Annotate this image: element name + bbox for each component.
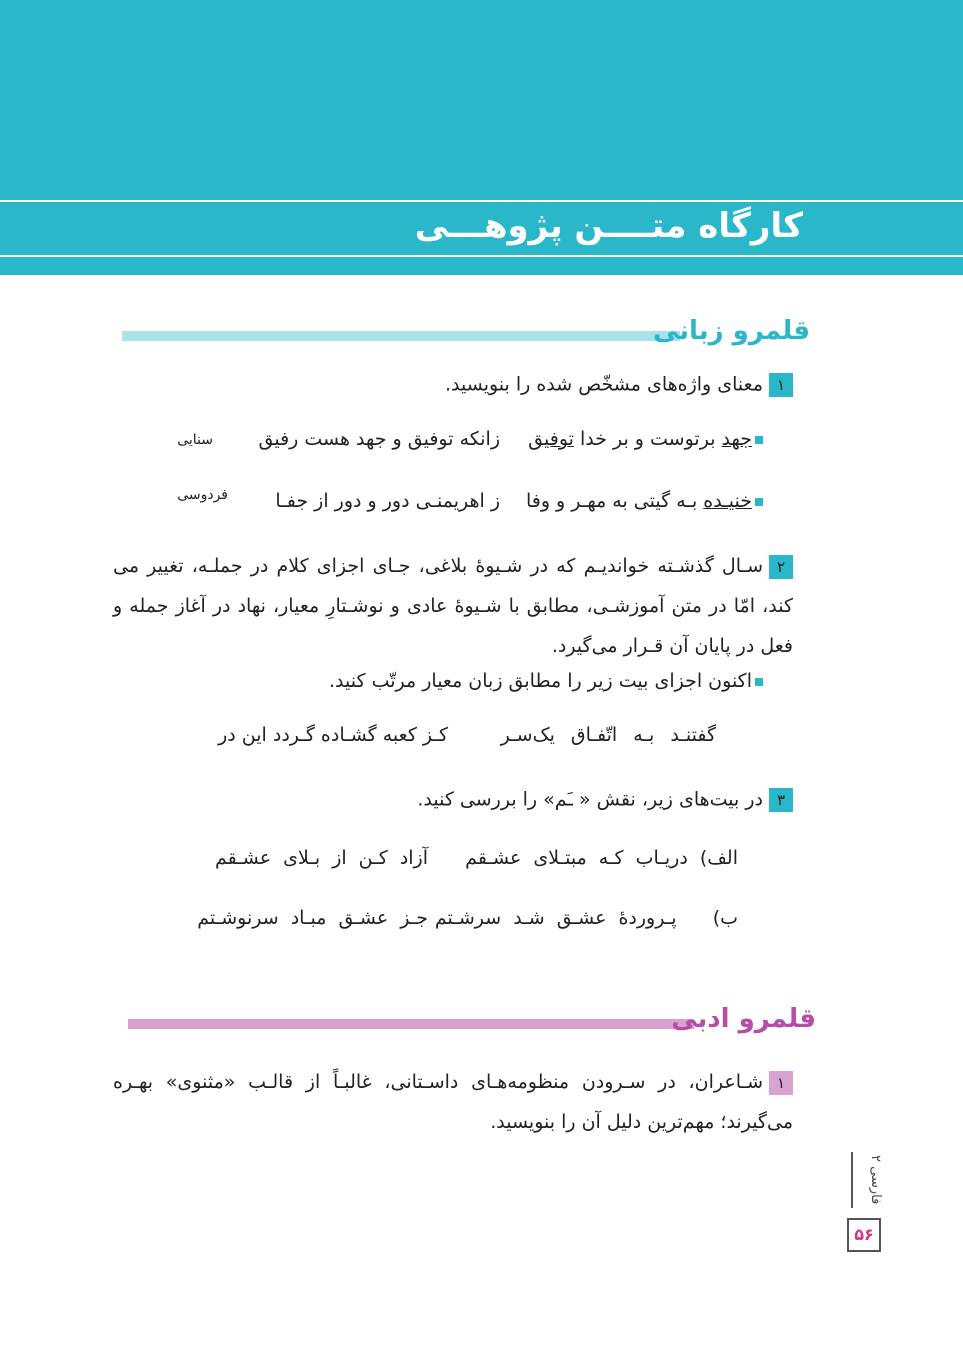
question-text: معنای واژه‌های مشخّص شده را بنویسید. <box>445 373 763 396</box>
verse-b <box>435 907 738 929</box>
question-1-prompt <box>445 373 793 397</box>
question-text: شـاعران، در سـرودن منظومه‌هـای داسـتانی، غالبـاً از قالـب «مثنوی» بهـره می‌گیرند؛ مهم‌ترین دلیل آن را بنویسید. <box>113 1071 793 1133</box>
book-label: فارسی ۲ <box>851 1152 883 1208</box>
verse-line-2-second: ز اهریمنـی دور و دور از جفـا <box>275 490 500 512</box>
verse-label: ب) <box>712 907 738 929</box>
task-text: اکنون اجزای بیت زیر را مطابق زبان معیار مرتّب کنید. <box>329 670 752 692</box>
question-2 <box>113 546 793 666</box>
section-title-literary: قلمرو ادبی <box>671 1004 816 1034</box>
question-number-badge: ۳ <box>769 788 793 812</box>
poet-name: فردوسی <box>177 487 228 503</box>
question-text: در بیت‌های زیر، نقش « ـَم» را بررسی کنید. <box>417 788 763 811</box>
section-bar-language <box>122 331 680 341</box>
highlighted-word: جهد <box>721 428 752 450</box>
bullet-icon <box>755 498 763 506</box>
bullet-icon <box>755 678 763 686</box>
highlighted-word: خنیـده <box>703 490 752 512</box>
question-number-badge: ۱ <box>769 1071 793 1095</box>
page-title: کارگاه متــــن پژوهـــی <box>414 206 803 246</box>
question-3-prompt <box>417 788 793 812</box>
bullet-icon <box>755 436 763 444</box>
poet-name: سنایی <box>177 432 213 448</box>
question-number-badge: ۲ <box>769 555 793 579</box>
question-number-badge: ۱ <box>769 373 793 397</box>
verse-line-1 <box>528 428 763 450</box>
verse-half-2: کـز کعبه گشـاده گـردد این در <box>218 724 448 746</box>
section-title-language: قلمرو زبانی <box>652 316 810 346</box>
section-bar-literary <box>128 1019 694 1029</box>
verse-text: پـروردهٔ عشـق شـد سرشـتم <box>434 907 677 929</box>
verse-half-1: گفتنـد بـه اتّفـاق یک‌سـر <box>500 724 716 746</box>
verse-text: دریـاب کـه مبتـلای عشـقم <box>465 847 688 869</box>
header-banner <box>0 0 963 275</box>
verse-a-second: آزاد کـن از بـلای عشـقم <box>214 847 428 869</box>
banner-line-bottom <box>0 255 963 257</box>
banner-line-top <box>0 200 963 202</box>
verse-a <box>465 847 738 869</box>
verse-line-2 <box>526 490 763 512</box>
verse-b-second: جـز عشـق مبـاد سرنوشـتم <box>197 907 428 929</box>
verse-line-1-second: زانکه توفیق و جهد هست رفیق <box>258 428 500 450</box>
question-text: سـال گذشـته خواندیـم که در شـیوهٔ بلاغی، جـای اجزای کلام در جملـه، تغییر می کند، امّا در متن آموزشـی، مطابق با شـیوهٔ عادی و نوشـتارِ معیار، نهاد در آغاز جمله و فعل در پایان آن قـرار می‌گیرد. <box>113 555 793 657</box>
question-literary-1 <box>113 1062 793 1142</box>
question-2-task <box>329 670 763 692</box>
verse-text: برتوست و بر خدا <box>573 428 722 450</box>
highlighted-word: توفیق <box>528 428 574 450</box>
verse-text: بـه گیتی به مهـر و وفا <box>525 490 704 512</box>
page-number: ۵۶ <box>847 1218 881 1252</box>
verse-label: الف) <box>699 847 738 869</box>
